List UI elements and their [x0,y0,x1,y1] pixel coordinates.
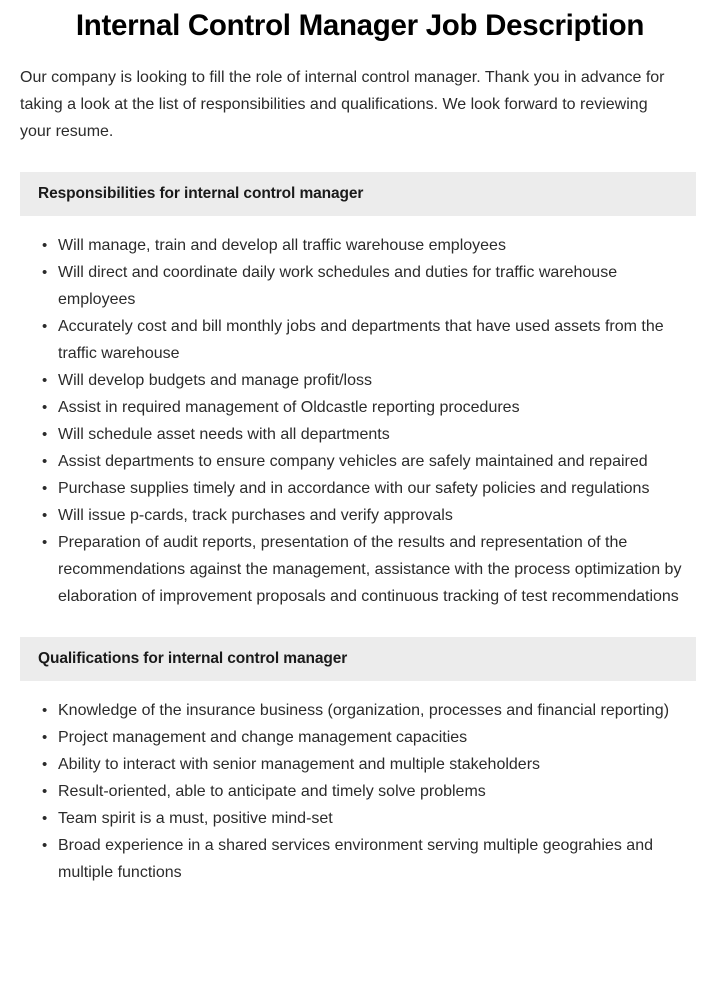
section-header-label: Qualifications for internal control manager [38,650,348,667]
list-item: • Will schedule asset needs with all departments [58,421,696,448]
list-item: • Ability to interact with senior management and multiple stakeholders [58,751,696,778]
list-item: • Accurately cost and bill monthly jobs and departments that have used assets from the traffic warehouse [58,313,696,367]
list-item: • Result-oriented, able to anticipate and timely solve problems [58,778,696,805]
list-item: • Will develop budgets and manage profit/loss [58,367,696,394]
section-header-qualifications [20,637,696,681]
list-item: • Will manage, train and develop all traffic warehouse employees [58,232,696,259]
list-item: • Team spirit is a must, positive mind-set [58,805,696,832]
intro-paragraph: Our company is looking to fill the role of internal control manager. Thank you in advance for taking a look at the list of responsibilities and qualifications. We look forward to reviewing your resume. [20,69,665,140]
list-item: • Preparation of audit reports, presentation of the results and representation of the recommendations against the management, assistance with the process optimization by elaboration of improvement proposals and continuous tracking of test recommendations [58,529,696,610]
list-item: • Broad experience in a shared services environment serving multiple geograhies and multiple functions [58,832,696,886]
list-item: • Assist in required management of Oldcastle reporting procedures [58,394,696,421]
list-item: • Will issue p-cards, track purchases and verify approvals [58,502,696,529]
section-responsibilities [0,172,720,610]
list-item: • Project management and change management capacities [58,724,696,751]
section-header-label: Responsibilities for internal control manager [38,185,364,202]
bottom-spacer [0,886,720,910]
list-item: • Purchase supplies timely and in accordance with our safety policies and regulations [58,475,696,502]
section-qualifications [0,637,720,886]
qualifications-list [0,681,720,886]
list-item: • Assist departments to ensure company vehicles are safely maintained and repaired [58,448,696,475]
list-item: • Knowledge of the insurance business (organization, processes and financial reporting) [58,697,696,724]
list-item: • Will direct and coordinate daily work schedules and duties for traffic warehouse employees [58,259,696,313]
section-header-responsibilities [20,172,696,216]
page-title: Internal Control Manager Job Description [75,9,645,42]
responsibilities-list [0,216,720,610]
